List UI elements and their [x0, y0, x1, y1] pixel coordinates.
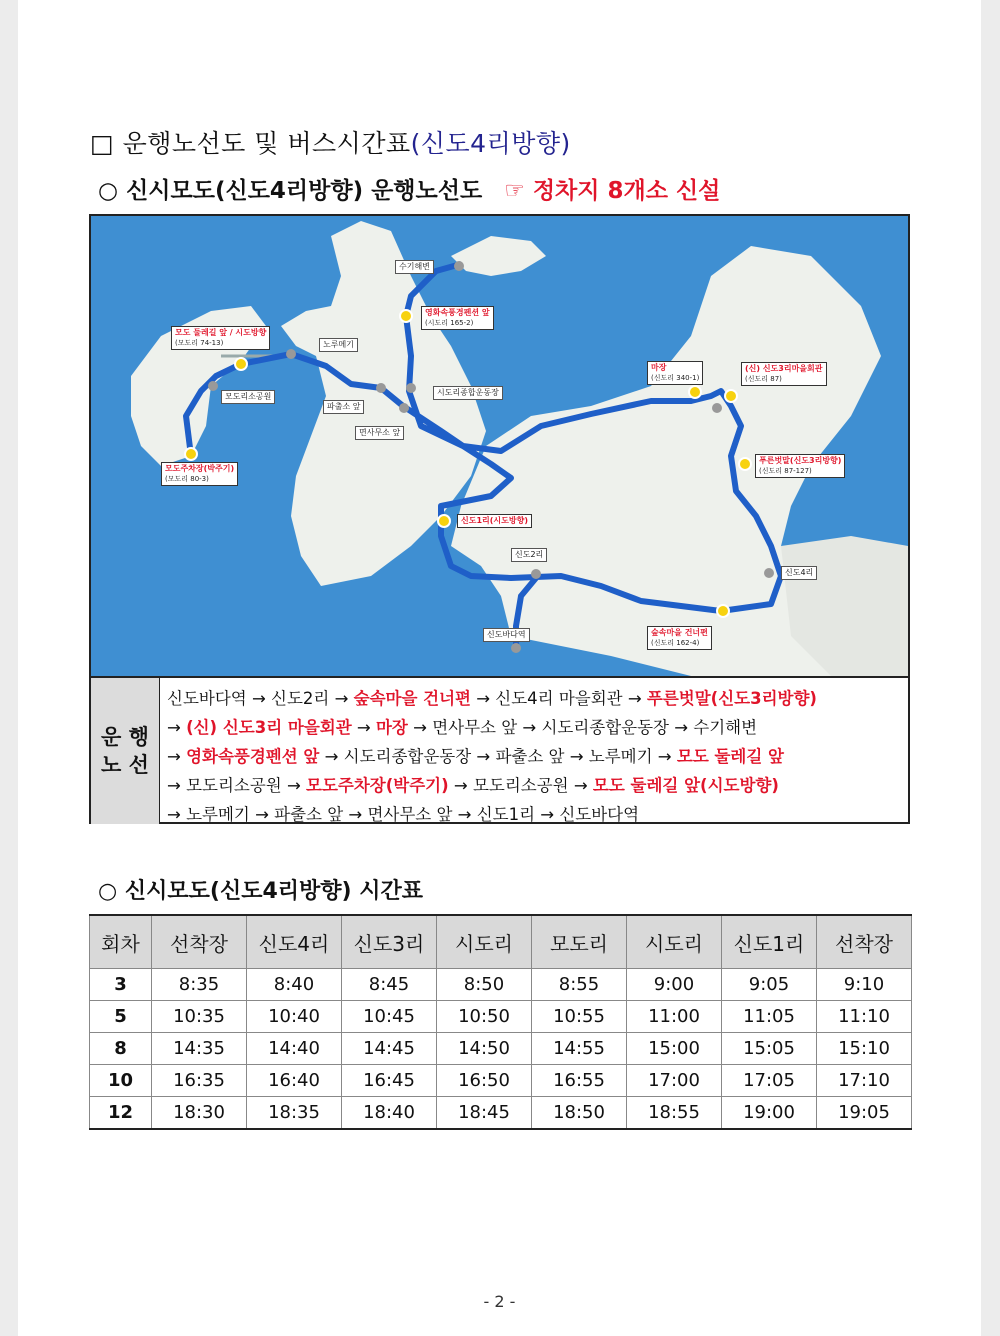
time-cell: 19:00	[722, 1097, 817, 1130]
time-cell: 16:55	[532, 1065, 627, 1097]
heading-direction: (신도4리방향)	[410, 129, 571, 158]
section-heading	[90, 124, 571, 160]
table-row	[90, 1001, 912, 1033]
stop-modo-dullegil	[235, 358, 247, 370]
time-cell: 8:35	[152, 969, 247, 1001]
route-line-1	[167, 684, 903, 713]
route-line-2	[167, 713, 903, 742]
stop-sopmaeul	[717, 605, 729, 617]
route-line-4	[167, 771, 903, 800]
map-section-title	[98, 172, 720, 205]
time-cell: 18:40	[342, 1097, 437, 1130]
label-pachulso: 파출소 앞	[323, 400, 364, 414]
label-myeonsamuso: 면사무소 앞	[355, 426, 404, 440]
stop-sindo-bada	[511, 643, 521, 653]
label-sindo-bada: 신도바다역	[483, 628, 530, 642]
time-cell: 10:55	[532, 1001, 627, 1033]
table-row	[90, 969, 912, 1001]
trip-number-cell: 5	[90, 1001, 152, 1033]
time-cell: 16:35	[152, 1065, 247, 1097]
route-new-stop: 마장	[375, 718, 408, 737]
time-cell: 18:30	[152, 1097, 247, 1130]
route-segment: →	[167, 747, 187, 766]
label-modo-parking: 모도주차장(박주기) (모도리 80-3)	[161, 462, 238, 486]
label-majang: 마장 (신도리 340-1)	[647, 361, 703, 385]
label-sopmaeul: 숲속마을 건너편 (신도리 162-4)	[647, 626, 712, 650]
label-yeonghwa: 영화속풍경펜션 앞 (시도리 165-2)	[421, 306, 494, 330]
route-new-stop: 모도 둘레길 앞(시도방향)	[592, 776, 779, 795]
column-header: 선착장	[817, 915, 912, 969]
time-cell: 18:50	[532, 1097, 627, 1130]
time-cell: 18:35	[247, 1097, 342, 1130]
table-row	[90, 1097, 912, 1130]
trip-number-cell: 12	[90, 1097, 152, 1130]
route-line-3	[167, 742, 903, 771]
stop-sindo1	[438, 515, 450, 527]
time-cell: 11:10	[817, 1001, 912, 1033]
route-segment: → 모도리소공원 →	[448, 776, 593, 795]
stop-majang-grey	[712, 403, 722, 413]
table-row	[90, 1033, 912, 1065]
time-cell: 8:40	[247, 969, 342, 1001]
column-header: 시도리	[627, 915, 722, 969]
stop-norumegi	[286, 349, 296, 359]
column-header: 신도3리	[342, 915, 437, 969]
route-map-box	[89, 214, 910, 824]
time-cell: 10:50	[437, 1001, 532, 1033]
column-header: 시도리	[437, 915, 532, 969]
checkbox-square-icon: □	[90, 129, 115, 158]
route-description-row	[91, 676, 908, 824]
column-header: 선착장	[152, 915, 247, 969]
route-line-5	[167, 800, 903, 829]
time-cell: 16:40	[247, 1065, 342, 1097]
route-segment: → 시도리종합운동장 → 파출소 앞 → 노루메기 →	[319, 747, 677, 766]
time-cell: 18:45	[437, 1097, 532, 1130]
time-cell: 10:35	[152, 1001, 247, 1033]
time-cell: 14:40	[247, 1033, 342, 1065]
time-cell: 11:00	[627, 1001, 722, 1033]
map-title: 신시모도(신도4리방향) 운행노선도	[126, 178, 483, 204]
route-new-stop: 모도 둘레길 앞	[676, 747, 784, 766]
time-cell: 16:45	[342, 1065, 437, 1097]
stop-sidori-stadium	[406, 383, 416, 393]
column-header: 신도4리	[247, 915, 342, 969]
label-sidori-stadium: 시도리종합운동장	[433, 386, 503, 400]
route-new-stop: 모도주차장(박주기)	[306, 776, 449, 795]
bus-timetable	[89, 914, 912, 1130]
route-new-stop: 푸른벗말(신도3리방향)	[646, 689, 817, 708]
stop-myeonsamuso	[399, 403, 409, 413]
label-norumegi: 노루메기	[319, 338, 358, 352]
time-cell: 9:10	[817, 969, 912, 1001]
route-new-stop: 숲속마을 건너편	[353, 689, 471, 708]
trip-number-cell: 3	[90, 969, 152, 1001]
time-cell: 14:50	[437, 1033, 532, 1065]
stop-pachulso	[376, 383, 386, 393]
time-cell: 8:50	[437, 969, 532, 1001]
label-modori-park: 모도리소공원	[221, 390, 275, 404]
label-sindo2: 신도2리	[511, 548, 547, 562]
time-cell: 18:55	[627, 1097, 722, 1130]
time-cell: 15:05	[722, 1033, 817, 1065]
timetable-section-title	[98, 874, 423, 905]
time-cell: 14:55	[532, 1033, 627, 1065]
timetable-title: 신시모도(신도4리방향) 시간표	[124, 879, 423, 904]
stop-modo-parking	[185, 448, 197, 460]
label-sugihaebyeon: 수기해변	[395, 260, 434, 274]
new-stops-notice: ☞ 정차지 8개소 신설	[504, 178, 721, 204]
route-new-stop: 영화속풍경펜션 앞	[186, 747, 320, 766]
column-header: 신도1리	[722, 915, 817, 969]
route-new-stop: (신) 신도3리 마을회관	[186, 718, 352, 737]
label-sindo4: 신도4리	[781, 566, 817, 580]
stop-pureunbeot	[739, 458, 751, 470]
label-sindo1: 신도1리(시도방향)	[457, 514, 532, 528]
route-segment: →	[167, 718, 187, 737]
time-cell: 8:55	[532, 969, 627, 1001]
time-cell: 17:00	[627, 1065, 722, 1097]
label-modo-dullegil: 모도 둘레길 앞 / 시도방향 (모도리 74-13)	[171, 326, 270, 350]
timetable-header-row	[90, 915, 912, 969]
stop-modori-park	[208, 381, 218, 391]
time-cell: 10:40	[247, 1001, 342, 1033]
time-cell: 11:05	[722, 1001, 817, 1033]
time-cell: 14:45	[342, 1033, 437, 1065]
time-cell: 16:50	[437, 1065, 532, 1097]
stop-sindo4	[764, 568, 774, 578]
time-cell: 9:05	[722, 969, 817, 1001]
route-segment: →	[351, 718, 376, 737]
time-cell: 15:10	[817, 1033, 912, 1065]
map-graphic	[91, 216, 908, 676]
column-header: 모도리	[532, 915, 627, 969]
time-cell: 8:45	[342, 969, 437, 1001]
time-cell: 19:05	[817, 1097, 912, 1130]
table-row	[90, 1065, 912, 1097]
heading-title: 운행노선도 및 버스시간표	[122, 129, 411, 158]
route-segment: → 모도리소공원 →	[167, 776, 307, 795]
stop-sindo3-hall	[725, 390, 737, 402]
time-cell: 9:00	[627, 969, 722, 1001]
time-cell: 17:10	[817, 1065, 912, 1097]
circle-bullet-icon: ○	[98, 879, 118, 904]
circle-bullet-icon: ○	[98, 178, 119, 204]
sido-north-tip	[451, 236, 546, 276]
document-page	[18, 0, 981, 1336]
trip-number-cell: 10	[90, 1065, 152, 1097]
route-segment: → 면사무소 앞 → 시도리종합운동장 → 수기해변	[407, 718, 758, 737]
time-cell: 14:35	[152, 1033, 247, 1065]
column-header: 회차	[90, 915, 152, 969]
route-segment: 신도바다역 → 신도2리 →	[167, 689, 354, 708]
timetable-body	[90, 969, 912, 1130]
stop-sindo2	[531, 569, 541, 579]
stop-yeonghwa	[400, 310, 412, 322]
route-segment: → 신도4리 마을회관 →	[470, 689, 647, 708]
label-pureunbeot: 푸른벗말(신도3리방향) (신도리 87-127)	[755, 454, 845, 478]
route-map	[91, 216, 908, 676]
route-text	[167, 684, 903, 829]
stop-sugihaebyeon	[454, 261, 464, 271]
stop-majang	[689, 386, 701, 398]
route-segment: → 노루메기 → 파출소 앞 → 면사무소 앞 → 신도1리 → 신도바다역	[167, 805, 640, 824]
route-header: 운 행 노 선	[91, 678, 160, 824]
time-cell: 15:00	[627, 1033, 722, 1065]
trip-number-cell: 8	[90, 1033, 152, 1065]
time-cell: 17:05	[722, 1065, 817, 1097]
page-number: - 2 -	[483, 1292, 516, 1311]
label-sindo3-hall: (신) 신도3리마을회관 (신도리 87)	[741, 362, 827, 386]
time-cell: 10:45	[342, 1001, 437, 1033]
